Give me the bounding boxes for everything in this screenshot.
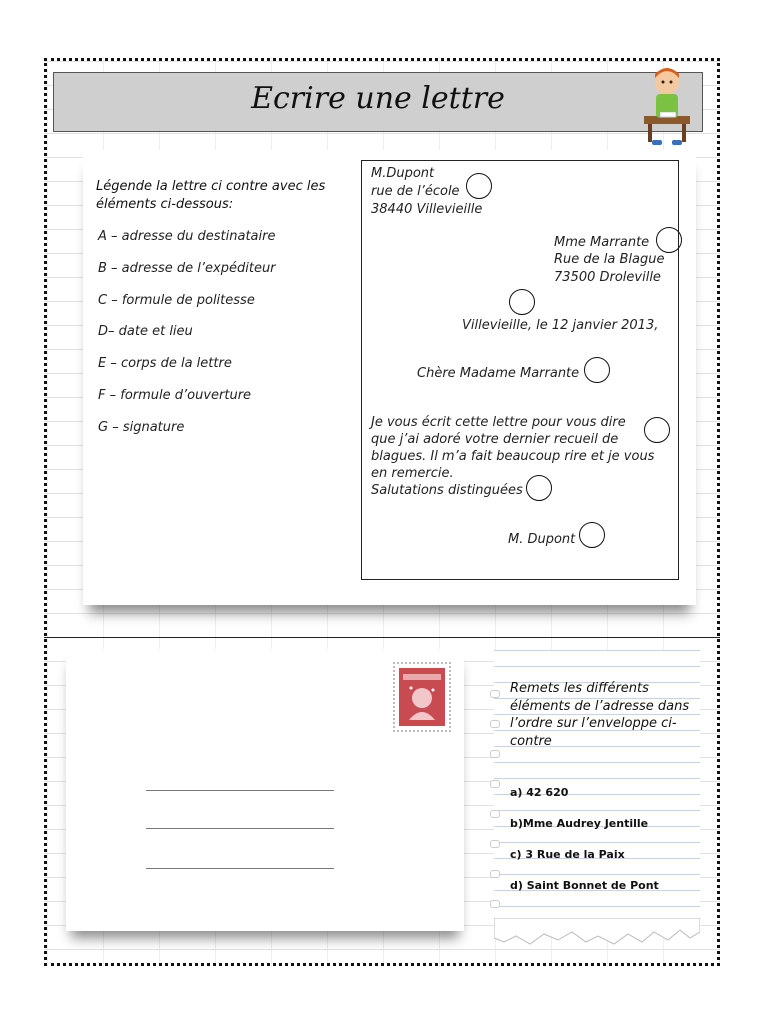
address-line-1[interactable]: [146, 790, 334, 791]
answer-circle-body[interactable]: [644, 417, 670, 443]
answer-circle-recipient[interactable]: [656, 227, 682, 253]
postage-stamp-icon: [393, 662, 451, 732]
answer-circle-closing[interactable]: [526, 475, 552, 501]
letter-body-line-3: blagues. Il m’a fait beaucoup rire et je vous: [371, 449, 655, 464]
address-item-b: b)Mme Audrey Jentille: [510, 817, 649, 830]
answer-circle-sender[interactable]: [466, 173, 492, 199]
address-item-c: c) 3 Rue de la Paix: [510, 848, 625, 861]
address-item-a: a) 42 620: [510, 786, 569, 799]
boy-writing-icon: [642, 64, 692, 146]
legend-list: [98, 228, 276, 451]
letter-greeting: Chère Madame Marrante: [417, 366, 580, 381]
answer-circle-greeting[interactable]: [584, 357, 610, 383]
torn-paper-edge: [494, 918, 700, 948]
legend-item-d: D– date et lieu: [98, 324, 193, 340]
recipient-city: 73500 Droleville: [554, 270, 661, 285]
letter-body-line-1: Je vous écrit cette lettre pour vous dire: [371, 415, 626, 430]
exercise2-instruction: Remets les différents éléments de l’adresse dans l’ordre sur l’enveloppe ci-contre: [510, 681, 690, 749]
sender-street: rue de l’école: [371, 184, 460, 199]
recipient-street: Rue de la Blague: [554, 252, 665, 267]
legend-item-f: F – formule d’ouverture: [98, 387, 252, 403]
sender-name: M.Dupont: [371, 166, 435, 181]
address-item-d: d) Saint Bonnet de Pont: [510, 879, 659, 892]
legend-item-c: C – formule de politesse: [98, 292, 255, 308]
legend-item-e: E – corps de la lettre: [98, 356, 232, 372]
title-banner: [53, 72, 703, 132]
page-title: Ecrire une lettre: [251, 81, 505, 116]
answer-circle-signature[interactable]: [579, 522, 605, 548]
letter-date: Villevieille, le 12 janvier 2013,: [462, 318, 659, 333]
legend-item-b: B – adresse de l’expéditeur: [98, 260, 276, 276]
address-line-3[interactable]: [146, 868, 334, 869]
exercise1-instruction: Légende la lettre ci contre avec les éléments ci-dessous:: [96, 179, 326, 212]
letter-body-line-2: que j’ai adoré votre dernier recueil de: [371, 432, 619, 447]
address-line-2[interactable]: [146, 828, 334, 829]
letter-signature: M. Dupont: [508, 532, 576, 547]
recipient-name: Mme Marrante: [554, 235, 650, 250]
section-divider: [44, 637, 720, 638]
answer-circle-date[interactable]: [509, 289, 535, 315]
legend-item-g: G – signature: [98, 419, 185, 435]
letter-closing: Salutations distinguées: [371, 483, 523, 498]
sender-city: 38440 Villevieille: [371, 202, 483, 217]
legend-item-a: A – adresse du destinataire: [98, 229, 276, 244]
letter-body-line-4: en remercie.: [371, 466, 454, 481]
